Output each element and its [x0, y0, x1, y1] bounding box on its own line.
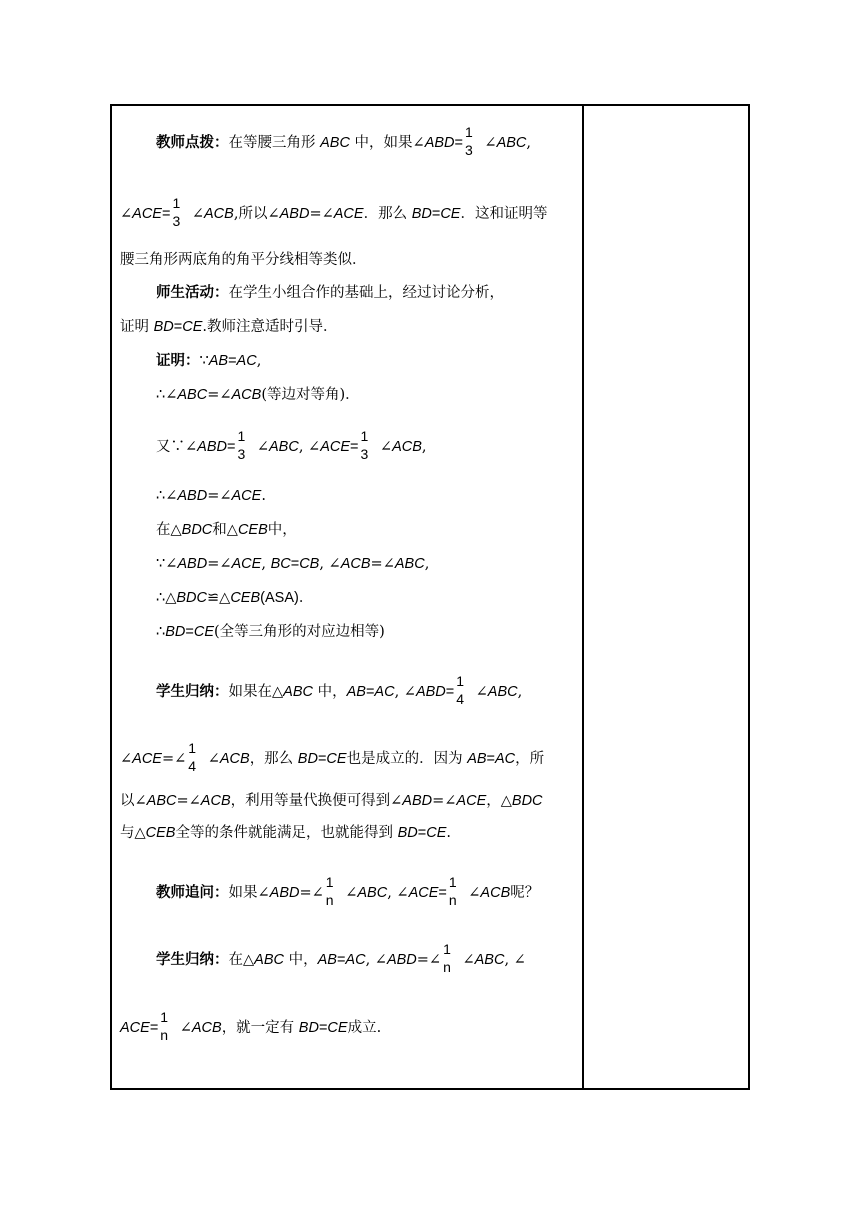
proof-label: 证明： — [156, 352, 200, 369]
proof-line-6: ∵∠ABD=∠ACE, BC=CB, ∠ACB=∠ABC, — [156, 556, 430, 572]
teacher-question-label: 教师追问： — [156, 884, 229, 901]
column-divider — [582, 106, 584, 1088]
teacher-hint-line-3: 腰三角形两底角的角平分线相等类似． — [120, 252, 367, 268]
activity-label: 师生活动： — [156, 284, 229, 301]
student-summary-label: 学生归纳： — [156, 683, 229, 700]
fraction: 1 n — [325, 874, 334, 908]
fraction: 1 n — [443, 941, 451, 975]
fraction: 1 3 — [465, 124, 473, 158]
student-summary-line-3: 以∠ABC=∠ACB，利用等量代换便可得到∠ABD=∠ACE，△BDC — [120, 793, 543, 809]
proof-line-1: 证明：∵AB=AC, — [156, 352, 262, 369]
activity-line-2: 证明 BD=CE.教师注意适时引导． — [120, 319, 338, 335]
proof-line-5: 在△BDC和△CEB中， — [156, 522, 297, 538]
activity-line-1: 师生活动：在学生小组合作的基础上，经过讨论分析， — [156, 284, 504, 301]
fraction: 1 3 — [360, 428, 369, 462]
fraction: 1 3 — [237, 428, 246, 462]
proof-line-8: ∴BD=CE(全等三角形的对应边相等) — [156, 624, 385, 640]
student-summary-line-2: ∠ACE=∠ 1 4 ∠ACB，那么 BD=CE也是成立的．因为 AB=AC，所 — [120, 740, 545, 774]
proof-line-2: ∴∠ABC=∠ACB(等边对等角)． — [156, 387, 360, 403]
fraction: 1 4 — [188, 740, 197, 774]
teacher-hint-line-1: 教师点拨：在等腰三角形 ABC 中，如果∠ABD= 1 3 ∠ABC, — [156, 124, 531, 158]
proof-line-7: ∴△BDC≌△CEB(ASA)． — [156, 590, 314, 606]
fraction: 1 n — [448, 874, 457, 908]
fraction: 1 n — [160, 1009, 169, 1043]
student-summary2-line-2: ACE= 1 n ∠ACB，就一定有 BD=CE成立. — [120, 1009, 382, 1043]
proof-line-4: ∴∠ABD=∠ACE. — [156, 488, 266, 504]
student-summary2-label: 学生归纳： — [156, 951, 229, 968]
fraction: 1 4 — [456, 673, 465, 707]
student-summary-line-4: 与△CEB全等的条件就能满足，也就能得到 BD=CE. — [120, 825, 451, 841]
lesson-table — [110, 104, 750, 1090]
fraction: 1 3 — [172, 195, 181, 229]
student-summary2-line-1: 学生归纳：在△ABC 中，AB=AC, ∠ABD=∠ 1 n ∠ABC, ∠ — [156, 941, 526, 975]
teacher-hint-label: 教师点拨： — [156, 134, 229, 151]
proof-line-3: 又∵∠ABD= 1 3 ∠ABC, ∠ACE= 1 3 ∠ACB, — [156, 428, 427, 462]
teacher-hint-line-2: ∠ACE= 1 3 ∠ACB,所以∠ABD=∠ACE．那么 BD=CE．这和证明等 — [120, 195, 548, 229]
teacher-question-line: 教师追问：如果∠ABD=∠ 1 n ∠ABC, ∠ACE= 1 n ∠ACB呢？ — [156, 874, 540, 908]
student-summary-line-1: 学生归纳：如果在△ABC 中，AB=AC, ∠ABD= 1 4 ∠ABC, — [156, 673, 523, 707]
